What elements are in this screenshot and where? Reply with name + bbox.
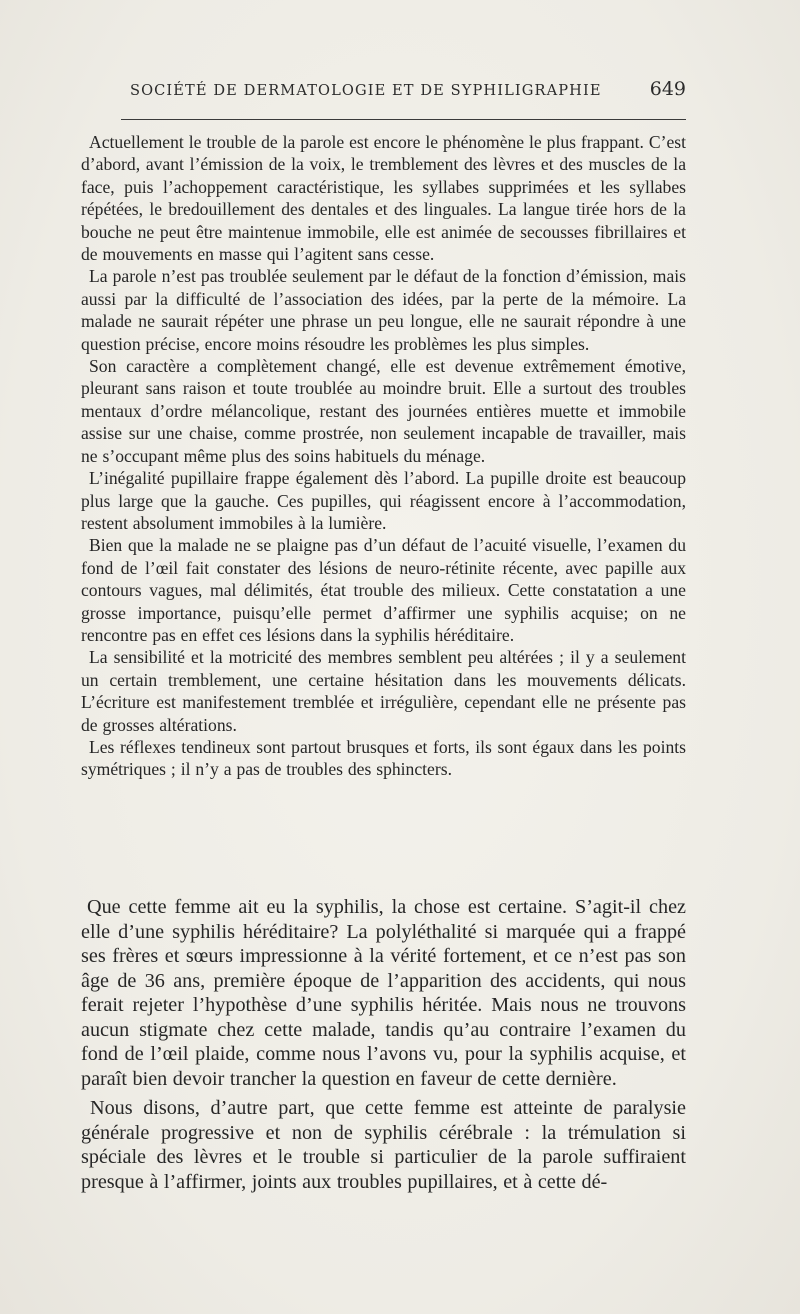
paragraph: Actuellement le trouble de la parole est encore le phénomène le plus frappant. C’est d’abord, avant l’émission de la voix, le tremblement des lèvres et des muscles de la face, puis l’achoppement caractéristique, les syllabes supprimées et les syllabes répétées, le bredouillement des dentales et des linguales. La langue tirée hors de la bouche ne peut être maintenue immobile, elle est animée de secousses fibrillaires et de mouvements en masse qui l’agitent sans cesse. <box>81 132 686 265</box>
paragraph: La parole n’est pas troublée seulement par le défaut de la fonction d’émission, mais aussi par la difficulté de l’association des idées, par la perte de la mémoire. La malade ne saurait répéter une phrase un peu longue, elle ne saurait répondre à une question précise, encore moins résoudre les problèmes les plus simples. <box>81 266 686 354</box>
paragraph: Bien que la malade ne se plaigne pas d’un défaut de l’acuité visuelle, l’examen du fond de l’œil fait constater des lésions de neuro-rétinite récente, avec papille aux contours vagues, mal délimités, état trouble des milieux. Cette constatation a une grosse importance, puisqu’elle permet d’affirmer une syphilis acquise; on ne rencontre pas en effet ces lésions dans la syphilis héréditaire. <box>81 535 686 645</box>
paragraph: Les réflexes tendineux sont partout brusques et forts, ils sont égaux dans les points symétriques ; il n’y a pas de troubles des sphincters. <box>81 736 686 780</box>
paragraph: L’inégalité pupillaire frappe également dès l’abord. La pupille droite est beaucoup plus large que la gauche. Ces pupilles, qui réagissent encore à l’accommodation, restent absolument immobiles à la lumière. <box>81 468 686 533</box>
paragraph: Nous disons, d’autre part, que cette femme est atteinte de paralysie générale progressive et non de syphilis cérébrale : la trémulation si spéciale des lèvres et le trouble si particulier de la parole suffiraient presque à l’affirmer, joints aux troubles pupillaires, et à cette dé- <box>81 1097 686 1193</box>
small-print-section <box>81 131 686 781</box>
page-number: 649 <box>649 78 686 100</box>
paragraph: Que cette femme ait eu la syphilis, la chose est certaine. S’agit-il chez elle d’une syphilis héréditaire? La polyléthalité si marquée qui a frappé ses frères et sœurs impressionne à la vérité fortement, et ce n’est pas son âge de 36 ans, première époque de l’apparition des accidents, qui nous ferait rejeter l’hypothèse d’une syphilis héritée. Mais nous ne trouvons aucun stigmate chez cette malade, tandis qu’au contraire l’examen du fond de l’œil plaide, comme nous l’avons vu, pour la syphilis acquise, et paraît bien devoir trancher la question en faveur de cette dernière. <box>81 896 686 1090</box>
header-rule <box>121 119 686 120</box>
discussion-section <box>81 895 686 1194</box>
running-title: SOCIÉTÉ DE DERMATOLOGIE ET DE SYPHILIGRAPHIE <box>130 82 602 99</box>
paragraph: Son caractère a complètement changé, elle est devenue extrêmement émotive, pleurant sans raison et toute troublée au moindre bruit. Elle a surtout des troubles mentaux d’ordre mélancolique, restant des journées entières muette et immobile assise sur une chaise, comme prostrée, non seulement incapable de travailler, mais ne s’occupant même plus des soins habituels du ménage. <box>81 356 686 466</box>
paragraph: La sensibilité et la motricité des membres semblent peu altérées ; il y a seulement un certain tremblement, une certaine hésitation dans les mouvements délicats. L’écriture est manifestement tremblée et irrégulière, cependant elle ne présente pas de grosses altérations. <box>81 647 686 735</box>
page-header <box>130 78 686 104</box>
